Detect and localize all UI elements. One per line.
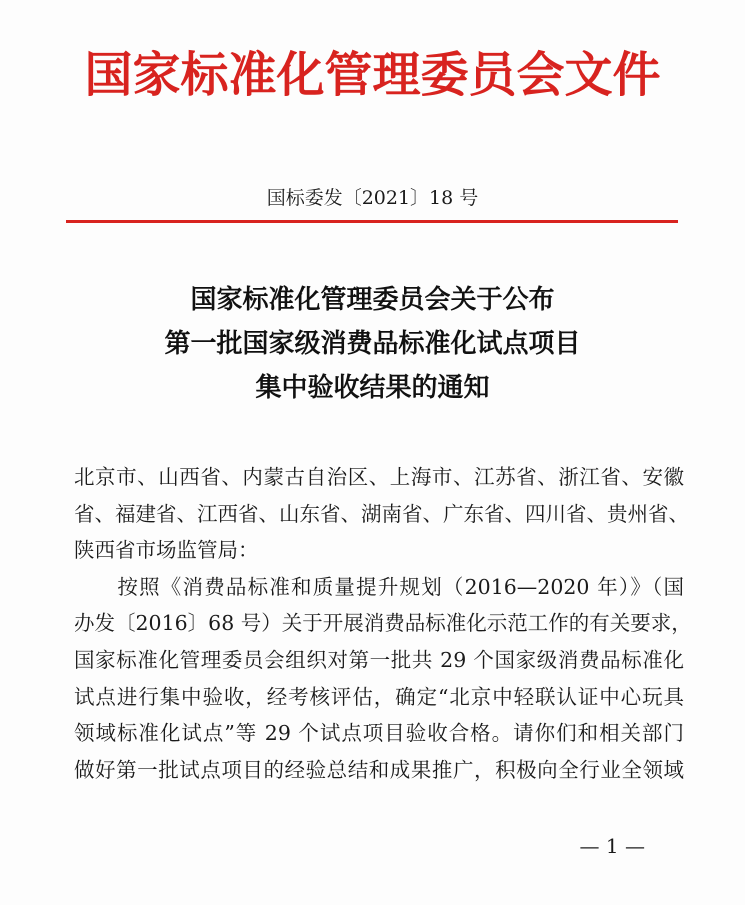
body-line: 领域标准化试点”等 29 个试点项目验收合格。请你们和相关部门 <box>74 721 684 746</box>
document-number: 国标委发〔2021〕18 号 <box>266 187 479 209</box>
notice-title <box>0 278 745 410</box>
notice-title-line-2: 第一批国家级消费品标准化试点项目 <box>164 329 581 359</box>
body-line: 省、福建省、江西省、山东省、湖南省、广东省、四川省、贵州省、 <box>74 501 689 526</box>
body-line: 办发〔2016〕68 号）关于开展消费品标准化示范工作的有关要求， <box>74 611 692 636</box>
red-divider-rule <box>66 220 678 223</box>
notice-title-line-3: 集中验收结果的通知 <box>255 373 490 403</box>
page-number: — 1 — <box>579 834 645 858</box>
notice-body <box>74 459 692 788</box>
issuing-organization-title: 国家标准化管理委员会文件 <box>84 47 661 103</box>
body-line: 做好第一批试点项目的经验总结和成果推广，积极向全行业全领域 <box>74 757 684 782</box>
body-line-addressee-end: 陕西省市场监管局： <box>74 538 259 563</box>
body-line: 国家标准化管理委员会组织对第一批共 29 个国家级消费品标准化 <box>74 647 684 672</box>
notice-title-line-1: 国家标准化管理委员会关于公布 <box>190 285 555 315</box>
body-line: 试点进行集中验收，经考核评估，确定“北京中轻联认证中心玩具 <box>74 684 684 709</box>
body-line: 按照《消费品标准和质量提升规划（2016—2020 年）》（国 <box>74 574 684 599</box>
body-line: 北京市、山西省、内蒙古自治区、上海市、江苏省、浙江省、安徽 <box>74 465 684 489</box>
